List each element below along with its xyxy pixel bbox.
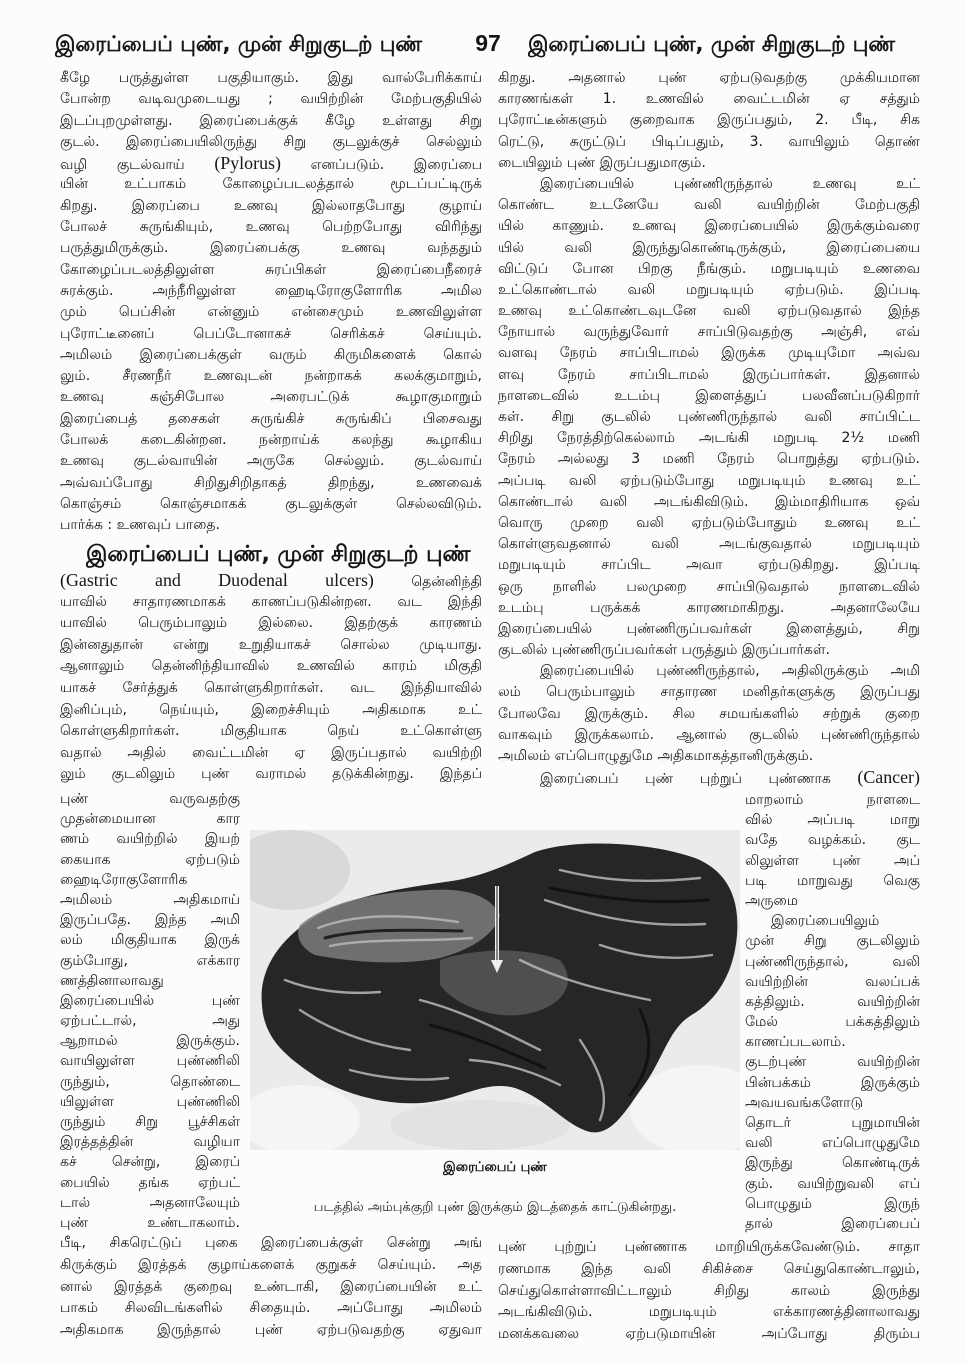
text-line: கொள்ளுகிறார்கள். மிகுதியாக நெய் உட்கொள்ளு: [60, 723, 482, 740]
text-line: உட்கொண்டால் வலி மறுபடியும் ஏற்படும். இப்படி: [498, 281, 920, 298]
text-line: போலவே இருக்கும். சில சமயங்களில் சற்றுக் குறை: [498, 705, 920, 722]
text-line: ஏற்பட்டால், அது: [60, 1013, 240, 1030]
paragraph: [498, 174, 920, 661]
left-column-article-bottom: [60, 1233, 482, 1342]
text-line: சுரக்கும். அந்நீரிலுள்ள ஹைடிரோகுளோரிக அமில: [60, 282, 482, 299]
text-line: அப்படி வலி ஏற்படும்போது மறுபடியும் உணவு உட்: [498, 472, 920, 489]
text-line: லும். சீரணநீர் உணவுடன் நன்றாகக் கலக்குமாறும்,: [60, 368, 482, 385]
photo-mottling: [390, 1100, 570, 1150]
text-line: பீடி, சிகரெட்டுப் புகை இரைப்பைக்குள் சென்று அங்: [60, 1235, 482, 1251]
text-line: புண்ணிருந்தால், வலி: [745, 953, 920, 970]
text-line: கையாக ஏற்படும்: [60, 851, 240, 868]
text-line: போலச் சுருங்கியும், உணவு பெற்றபோது விரிந்து: [60, 219, 482, 236]
text-line: பார்க்க : உணவுப் பாதை.: [60, 517, 220, 534]
text-line: இருப்பதே. இந்த அமி: [60, 912, 240, 929]
text-line: இரைப்பையில் புண்ணிருந்தால் உணவு உட்: [540, 175, 920, 192]
paragraph: [498, 1237, 920, 1346]
text-line: பொழுதும் இருந்: [745, 1195, 920, 1212]
text-line: டால் அதனாலேயும்: [60, 1194, 240, 1211]
text-line: லம் மிகுதியாக இருக்: [60, 932, 240, 949]
text-line: இரைப்பையில் புண்: [60, 992, 240, 1009]
figure-caption: படத்தில் அம்புக்குறி புண் இருக்கும் இடத்தைக் காட்டுகின்றது.: [313, 1200, 677, 1215]
text-line: அமிலம் அதிகமாய்: [60, 891, 240, 908]
text-line: செய்துகொள்ளாவிட்டாலும் சிறிது காலம் இருந்து: [498, 1282, 920, 1299]
paragraph: [60, 570, 482, 786]
text-line: ணத்தினாலாவது: [60, 972, 164, 989]
text-line: உணவு உட்கொண்டவுடனே வலி ஏற்படுவதால் இந்த: [498, 303, 920, 320]
latin-term: (Cancer): [857, 767, 920, 788]
running-head-right: இரைப்பைப் புண், முன் சிறுகுடற் புண்: [528, 32, 896, 56]
text-line: தால் இரைப்பைப்: [745, 1215, 920, 1232]
text-line: ஹைடிரோகுளோரிக: [60, 871, 188, 888]
text-line: யாவில் சாதாரணமாகக் காணப்படுகின்றன. வட இந்தி: [60, 593, 482, 610]
text-line: ணம் வயிற்றில் இயற்: [60, 831, 240, 848]
paragraph: [60, 1233, 482, 1342]
text-line: கீழே பருத்துள்ள பகுதியாகும். இது வால்பேரிக்காய்: [60, 70, 482, 86]
text-line: உடம்பு பருக்கக் காரணமாகிறது. அதனாலேயே: [498, 599, 920, 616]
text-line: போன்ற வடிவமுடையது ; வயிற்றின் மேற்பகுதியில்: [60, 91, 482, 108]
paragraph: [498, 767, 920, 788]
left-column-article-top: [60, 570, 482, 786]
text-line: கொள்ளுவதனால் வலி அடங்குவதால் மறுபடியும்: [498, 536, 920, 553]
text-line: ரணமாக இந்த வலி சிகிச்சை செய்துகொண்டாலும்,: [498, 1260, 920, 1277]
text-line: குடல். இரைப்பையிலிருந்து சிறு குடலுக்குச் செல்லும்: [60, 133, 482, 150]
text-line: லம் பெரும்பாலும் சாதாரண மனிதர்களுக்கு இருப்பது: [498, 684, 920, 701]
paragraph: [745, 911, 920, 1234]
page-number: 97: [475, 30, 501, 56]
left-column-intro: [60, 68, 482, 537]
text-line: லிலுள்ள புண் அப்: [745, 852, 920, 869]
text-line: நோயால் வருந்துவோர் சாப்பிடுவதற்கு அஞ்சி, எவ்: [498, 324, 920, 341]
text-line: புண் உண்டாகலாம்.: [60, 1214, 240, 1231]
text-line: வாயிலுள்ள புண்ணிலி: [60, 1053, 240, 1070]
text-line: முன் சிறு குடலிலும்: [745, 933, 920, 950]
text-line: தொடர் புறுமாயின்: [745, 1115, 920, 1131]
text-line: இனிப்பும், நெய்யும், இறைச்சியும் அதிகமாக உட்: [60, 701, 482, 718]
text-line: ஆறாமல் இருக்கும்.: [60, 1033, 240, 1050]
text-line: இரைப்பையில் புண்ணிருப்பவர்கள் இளைத்தும், சிறு: [498, 620, 920, 637]
text-line: கிருக்கும் இரத்தக் குழாய்களைக் குறுகச் செய்யும். அத: [60, 1256, 482, 1273]
text-line: கச் சென்று, இரைப்: [60, 1154, 240, 1171]
text-line: கத்திலும். வயிற்றின்: [745, 993, 920, 1010]
article-heading: இரைப்பைப் புண், முன் சிறுகுடற் புண்: [86, 542, 471, 567]
text-line: இன்னதுதான் என்று உறுதியாகச் சொல்ல முடியாது.: [60, 636, 482, 653]
text-line: கோழைப்படலத்திலுள்ள சுரப்பிகள் இரைப்பைநீரைச்: [60, 261, 482, 278]
text-line: கும். வயிற்றுவலி எப்: [745, 1175, 920, 1192]
text-line: அமிலம் இரைப்பைக்குள் வரும் கிருமிகளைக் கொல்: [60, 346, 482, 363]
text-line: வளவு நேரம் சாப்பிடாமல் இருக்க முடியுமோ அவ்வ: [498, 345, 920, 362]
text-line: இருந்து கொண்டிருக்: [745, 1155, 920, 1172]
text-line: மனக்கவலை ஏற்படுமாயின் அப்போது திரும்ப: [498, 1326, 920, 1343]
text-line: டையிலும் புண் இருப்பதுமாகும்.: [498, 154, 706, 171]
right-column-bottom: [498, 1237, 920, 1346]
text-line: குடலில் புண்ணிருப்பவர்கள் பருத்தும் இருப்பார்கள்.: [498, 642, 830, 659]
text-line: வழி குடல்வாய் (Pylorus) எனப்படும். இரைப்பை: [60, 153, 482, 174]
text-line: விட்டுப் போன பிறகு நீங்கும். மறுபடியும் உணவை: [498, 260, 920, 277]
text-line: காணப்படலாம்.: [745, 1034, 846, 1051]
text-line: யின் உட்பாகம் கோழைப்படலத்தால் மூடப்பட்டிருக்: [60, 176, 482, 193]
text-line: உணவு குடல்வாயின் அருகே செல்லும். குடல்வாய்: [60, 453, 482, 470]
text-line: காரணங்கள் 1. உணவில் வைட்டமின் ஏ சத்தும்: [498, 91, 920, 108]
text-line: மாறலாம் நாளடை: [745, 792, 920, 808]
text-line: இடப்புறமுள்ளது. இரைப்பைக்குக் கீழே உள்ளது சிறு: [60, 112, 482, 129]
text-line: மும் பெப்சின் என்னும் என்சைமும் உணவிலுள்ள: [60, 304, 482, 321]
text-line: வாகவும் இருக்கலாம். ஆனால் குடலில் புண்ணிருந்தால்: [498, 726, 920, 743]
text-line: பாகம் சிலவிடங்களில் சிதையும். அப்போது அமிலம்: [60, 1300, 482, 1317]
text-line: படி மாறுவது வெகு: [745, 872, 920, 889]
text-line: பருத்துமிருக்கும். இரைப்பைக்கு உணவு வந்ததும்: [60, 240, 482, 257]
text-line: ளவு நேரம் சாப்பிடாமல் இருப்பார்கள். இதனால்: [498, 366, 920, 383]
running-head-left: இரைப்பைப் புண், முன் சிறுகுடற் புண்: [55, 32, 423, 56]
text-line: கிறது. அதனால் புண் ஏற்படுவதற்கு முக்கியமான: [498, 70, 920, 86]
text-line: ருந்தும் சிறு பூச்சிகள்: [60, 1114, 240, 1130]
text-line: லும் குடலிலும் புண் வராமல் தடுக்கின்றது. இந்தப்: [60, 766, 482, 783]
text-line: யில் காணும். உணவு இரைப்பையில் இருக்கும்வரை: [498, 218, 920, 235]
text-line: யிலுள்ள புண்ணிலி: [60, 1093, 240, 1110]
text-line: யில் வலி இருந்துகொண்டிருக்கும், இரைப்பையை: [498, 239, 920, 256]
text-line: யாவில் பெரும்பாலும் இல்லை. இதற்குக் காரணம்: [60, 615, 482, 632]
text-line: வில் அப்படி மாறு: [745, 812, 920, 829]
text-line: கொண்ட உடனேயே வலி வயிற்றின் மேற்பகுதி: [498, 197, 920, 214]
text-line: ருந்தும், தொண்டை: [60, 1073, 240, 1090]
text-line: புரோட்டீன்களும் குறைவாக இருப்பதும், 2. பீடி, சிக: [498, 112, 920, 129]
text-line: பையில் தங்க ஏற்பட்: [60, 1174, 240, 1191]
paragraph: [60, 789, 240, 1233]
specimen-photo: [250, 830, 740, 1150]
text-line: யாகச் சேர்த்துக் கொள்ளுகிறார்கள். வட இந்தியாவில்: [60, 679, 482, 696]
text-line: அருமை: [745, 892, 799, 909]
text-line: மேல் பக்கத்திலும்: [745, 1014, 920, 1031]
text-line: வலி எப்பொழுதுமே: [745, 1135, 920, 1152]
text-line: பின்பக்கம் இருக்கும்: [745, 1074, 920, 1091]
text-line: இரத்தத்தின் வழியா: [60, 1134, 240, 1151]
text-line: அவ்வப்போது சிறிதுசிறிதாகத் திறந்து, உணவைக்: [60, 474, 482, 491]
text-line: நேரம் அல்லது 3 மணி நேரம் பொறுத்து ஏற்படும்.: [498, 451, 920, 468]
latin-term: (Pylorus): [214, 153, 281, 174]
text-line: நாளடைவில் உடம்பு இளைத்துப் பலவீனப்படுகிறார்: [498, 387, 920, 404]
text-line: புண் புற்றுப் புண்ணாக மாறியிருக்கவேண்டும். சாதா: [498, 1239, 920, 1255]
text-line: கொஞ்சம் கொஞ்சமாகக் குடலுக்குள் செல்லவிடும்.: [60, 495, 482, 512]
paragraph: [498, 661, 920, 767]
text-line: (Gastric and Duodenal ulcers) தென்னிந்தி: [60, 570, 482, 590]
text-line: இரைப்பைப் புண் புற்றுப் புண்ணாக (Cancer): [540, 767, 920, 788]
text-line: உணவு கஞ்சிபோல அரைபட்டுக் கூழாகுமாறும்: [60, 389, 482, 406]
text-line: அமிலம் எப்பொழுதுமே அதிகமாகத்தானிருக்கும்.: [498, 748, 814, 764]
text-line: வொரு முறை வலி ஏற்படும்போதும் உணவு உட்: [498, 514, 920, 531]
text-line: கிறது. இரைப்பை உணவு இல்லாதபோது குழாய்: [60, 197, 482, 214]
text-line: அடங்கிவிடும். மறுபடியும் எக்காரணத்தினாலாவது: [498, 1304, 920, 1321]
text-line: இரைப்பையிலும்: [771, 913, 880, 930]
text-line: ஆனாலும் தென்னிந்தியாவில் உணவில் காரம் மிகுதி: [60, 658, 482, 675]
paragraph: [60, 68, 482, 537]
right-column-top: [498, 68, 920, 788]
text-line: கள். சிறு குடலில் புண்ணிருந்தால் வலி சாப்பிட்ட: [498, 409, 920, 425]
text-line: அவயவங்களோடு: [745, 1094, 863, 1111]
text-line: வதே வழக்கம். குட: [745, 832, 920, 849]
text-line: மறுபடியும் சாப்பிட அவா ஏற்படுகிறது. இப்படி: [498, 557, 920, 574]
text-line: அதிகமாக இருந்தால் புண் ஏற்படுவதற்கு ஏதுவா: [60, 1322, 482, 1339]
latin-term: (Gastric and Duodenal ulcers): [60, 570, 374, 590]
text-line: இரைப்பையில் புண்ணிருந்தால், அதிலிருக்கும் அமி: [540, 663, 920, 680]
text-line: னால் இரத்தக் குறைவு உண்டாகி, இரைப்பையின் உட்: [60, 1278, 482, 1295]
paragraph: [498, 68, 920, 174]
text-line: ஒரு நாளில் பலமுறை சாப்பிடுவதால் நாளடைவில்: [498, 578, 920, 595]
text-line: வயிற்றின் வலப்பக்: [745, 973, 920, 990]
text-line: குடற்புண் வயிற்றின்: [745, 1054, 920, 1071]
text-line: கொண்டால் வலி அடங்கிவிடும். இம்மாதிரியாக ஒவ்: [498, 493, 920, 510]
text-line: வதால் அதில் வைட்டமின் ஏ இருப்பதால் வயிற்றி: [60, 744, 482, 761]
figure-title: இரைப்பைப் புண்: [443, 1160, 547, 1175]
text-line: கும்போது, எக்கார: [60, 952, 240, 969]
text-line: போலக் கடைகின்றன. நன்றாய்க் கலந்து கூழாகிய: [60, 432, 482, 449]
text-line: இரைப்பைத் தசைகள் சுருங்கிச் சுருங்கிப் பிசைவது: [60, 410, 482, 427]
right-column-narrow: [745, 790, 920, 1234]
text-line: புரோட்டீனைப் பெப்டோனாகச் செரிக்கச் செய்யும்.: [60, 325, 482, 342]
text-line: ரெட்டு, சுருட்டுப் பிடிப்பதும், 3. வாயிலும் தொண்: [498, 133, 920, 150]
text-line: முதன்மையான கார: [60, 811, 240, 828]
text-line: சிறிது நேரத்திற்கெல்லாம் அடங்கி மறுபடி 2½ மணி: [498, 430, 920, 447]
left-column-article-narrow: [60, 789, 240, 1233]
text-line: புண் வருவதற்கு: [60, 791, 240, 807]
paragraph: [745, 790, 920, 911]
